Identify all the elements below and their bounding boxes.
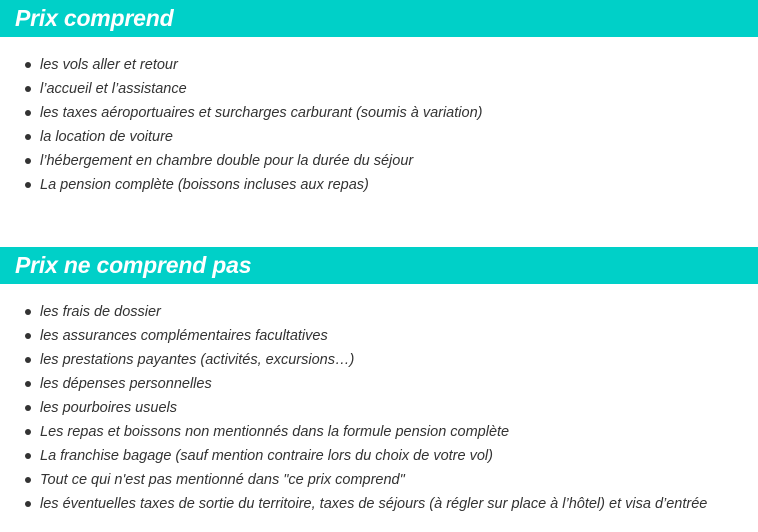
included-section-title: Prix comprend <box>15 5 174 31</box>
list-item-text: les dépenses personnelles <box>40 376 212 392</box>
list-item <box>0 420 758 444</box>
list-item-text: l’hébergement en chambre double pour la durée du séjour <box>40 153 414 169</box>
bullet-icon <box>25 158 31 164</box>
list-item-text: les vols aller et retour <box>40 57 178 73</box>
excluded-section-title: Prix ne comprend pas <box>15 252 252 278</box>
list-item <box>0 444 758 468</box>
excluded-items-list <box>0 300 758 516</box>
bullet-icon <box>25 333 31 339</box>
excluded-section-header <box>0 247 758 284</box>
list-item-text: Les repas et boissons non mentionnés dans la formule pension complète <box>40 424 510 440</box>
bullet-icon <box>25 62 31 68</box>
list-item <box>0 348 758 372</box>
list-item-text: l’accueil et l’assistance <box>40 81 187 97</box>
included-items-list <box>0 53 758 197</box>
list-item <box>0 324 758 348</box>
list-item-text: La pension complète (boissons incluses aux repas) <box>40 177 369 193</box>
list-item <box>0 149 758 173</box>
included-section-header <box>0 0 758 37</box>
bullet-icon <box>25 429 31 435</box>
bullet-icon <box>25 134 31 140</box>
list-item-text: les prestations payantes (activités, excursions…) <box>40 352 355 368</box>
list-item <box>0 125 758 149</box>
bullet-icon <box>25 501 31 507</box>
list-item-text: les frais de dossier <box>40 304 161 320</box>
list-item-text: les pourboires usuels <box>40 400 178 416</box>
bullet-icon <box>25 477 31 483</box>
list-item-text: la location de voiture <box>40 129 173 145</box>
list-item <box>0 372 758 396</box>
bullet-icon <box>25 357 31 363</box>
list-item-text: Tout ce qui n'est pas mentionné dans "ce prix comprend" <box>40 472 405 488</box>
bullet-icon <box>25 309 31 315</box>
list-item <box>0 300 758 324</box>
list-item <box>0 396 758 420</box>
bullet-icon <box>25 86 31 92</box>
list-item <box>0 173 758 197</box>
bullet-icon <box>25 110 31 116</box>
bullet-icon <box>25 405 31 411</box>
list-item <box>0 468 758 492</box>
list-item <box>0 77 758 101</box>
bullet-icon <box>25 453 31 459</box>
list-item-text: les taxes aéroportuaires et surcharges carburant (soumis à variation) <box>40 105 483 121</box>
bullet-icon <box>25 381 31 387</box>
list-item-text: La franchise bagage (sauf mention contraire lors du choix de votre vol) <box>40 448 493 464</box>
list-item-text: les éventuelles taxes de sortie du territoire, taxes de séjours (à régler sur place à l’hôtel) et visa d’entrée <box>40 496 708 512</box>
list-item <box>0 492 758 516</box>
list-item-text: les assurances complémentaires facultatives <box>40 328 328 344</box>
list-item <box>0 53 758 77</box>
list-item <box>0 101 758 125</box>
bullet-icon <box>25 182 31 188</box>
